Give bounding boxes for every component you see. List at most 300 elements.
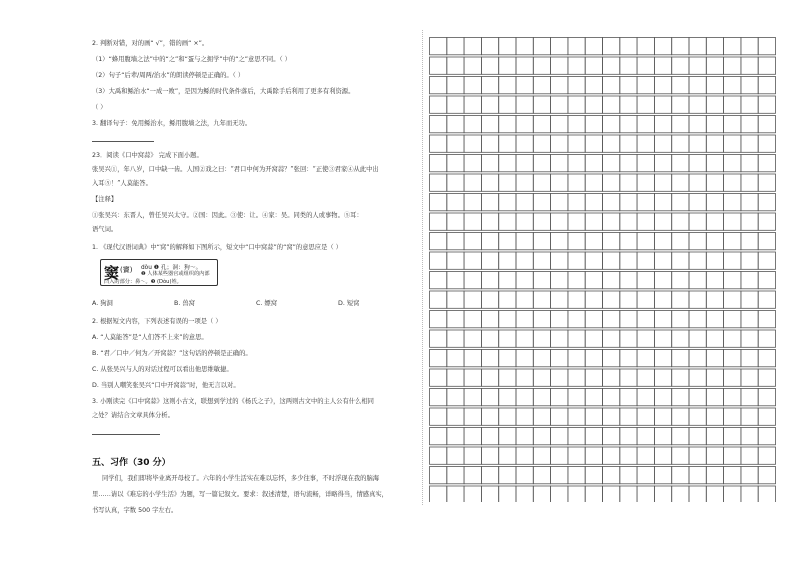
grid-cell <box>551 291 568 308</box>
grid-cell <box>620 428 637 445</box>
q2-item-3: （3）大禹和鲧治水“一成一败”，是因为鲧的时代条件落后，大禹除手后利用了更多有利资源。 <box>92 88 355 95</box>
grid-cell <box>499 389 516 406</box>
grid-cell <box>568 447 585 464</box>
grid-cell <box>464 213 481 230</box>
grid-cell <box>481 77 498 94</box>
grid-cell <box>430 311 447 328</box>
grid-cell <box>706 213 723 230</box>
grid-cell <box>481 135 498 152</box>
grid-cell <box>637 96 654 113</box>
grid-cell <box>672 213 689 230</box>
grid-cell <box>654 350 671 367</box>
grid-cell <box>741 213 758 230</box>
grid-cell <box>551 57 568 74</box>
grid-cell <box>430 57 447 74</box>
grid-cell <box>568 194 585 211</box>
grid-cell <box>516 272 533 289</box>
grid-cell <box>758 174 775 191</box>
grid-cell <box>603 96 620 113</box>
grid-cell <box>689 77 706 94</box>
grid-cell <box>620 174 637 191</box>
grid-cell <box>464 96 481 113</box>
grid-cell <box>672 194 689 211</box>
grid-cell <box>464 350 481 367</box>
grid-cell <box>603 486 620 502</box>
grid-cell <box>603 311 620 328</box>
grid-cell <box>568 369 585 386</box>
sub-q1: 1. 《现代汉语词典》中“窝”的解释如下图所示，短文中“口中窝蒜”的“窝”的意思应是（ ） <box>92 244 342 251</box>
grid-cell <box>741 447 758 464</box>
grid-cell <box>758 194 775 211</box>
grid-cell <box>551 174 568 191</box>
grid-cell <box>568 77 585 94</box>
grid-cell <box>706 96 723 113</box>
grid-cell <box>741 350 758 367</box>
grid-cell <box>654 194 671 211</box>
grid-cell <box>603 57 620 74</box>
grid-cell <box>672 233 689 250</box>
grid-cell <box>447 213 464 230</box>
option-d: D. 短窝 <box>338 300 360 307</box>
grid-cell <box>706 57 723 74</box>
passage-line-1: 张吴兴①，年八岁，口中缺一齿。人国②戏之曰：“君口中何为开窝蒜？”张回：“正使③君家④从此中出 <box>92 166 379 173</box>
option-c: C. 嫖窝 <box>256 300 277 307</box>
grid-cell <box>758 350 775 367</box>
grid-cell <box>706 330 723 347</box>
grid-cell <box>637 38 654 55</box>
dictionary-entry-image <box>100 259 218 286</box>
grid-cell <box>741 77 758 94</box>
grid-cell <box>724 447 741 464</box>
grid-cell <box>741 428 758 445</box>
grid-cell <box>568 174 585 191</box>
grid-cell <box>447 291 464 308</box>
grid-cell <box>585 135 602 152</box>
grid-cell <box>654 96 671 113</box>
grid-cell <box>464 389 481 406</box>
grid-cell <box>724 174 741 191</box>
grid-cell <box>430 447 447 464</box>
grid-cell <box>551 77 568 94</box>
grid-cell <box>758 311 775 328</box>
grid-cell <box>603 194 620 211</box>
grid-cell <box>620 311 637 328</box>
q23-title: 23．阅读《口中窝蒜》 完成下面小题。 <box>92 152 203 159</box>
grid-cell <box>568 213 585 230</box>
grid-cell <box>724 486 741 502</box>
grid-cell <box>481 96 498 113</box>
grid-cell <box>758 233 775 250</box>
grid-cell <box>672 174 689 191</box>
grid-cell <box>481 428 498 445</box>
grid-cell <box>533 233 550 250</box>
grid-cell <box>689 408 706 425</box>
grid-cell <box>533 428 550 445</box>
grid-cell <box>516 428 533 445</box>
grid-cell <box>481 116 498 133</box>
grid-cell <box>568 57 585 74</box>
grid-cell <box>637 233 654 250</box>
grid-cell <box>481 467 498 484</box>
grid-cell <box>447 155 464 172</box>
grid-cell <box>758 135 775 152</box>
grid-cell <box>551 486 568 502</box>
grid-cell <box>706 194 723 211</box>
grid-cell <box>430 77 447 94</box>
grid-cell <box>689 38 706 55</box>
grid-cell <box>568 155 585 172</box>
grid-cell <box>551 213 568 230</box>
grid-cell <box>551 428 568 445</box>
dict-headword: 窦 <box>104 264 120 282</box>
grid-cell <box>603 252 620 269</box>
grid-cell <box>724 96 741 113</box>
grid-cell <box>672 350 689 367</box>
grid-cell <box>430 330 447 347</box>
grid-cell <box>620 116 637 133</box>
grid-cell <box>516 408 533 425</box>
grid-cell <box>637 252 654 269</box>
grid-cell <box>585 194 602 211</box>
grid-cell <box>689 486 706 502</box>
grid-cell <box>585 369 602 386</box>
grid-cell <box>724 428 741 445</box>
grid-cell <box>706 389 723 406</box>
grid-cell <box>637 272 654 289</box>
essay-prompt-line-3: 书写认真，字数 500 字左右。 <box>92 507 178 514</box>
q2-item-1: （1）“蜂用腹墙之法”中的“之”和“蛋与之拥学”中的“之”意思不同。（ ） <box>92 56 291 63</box>
grid-cell <box>603 233 620 250</box>
grid-cell <box>741 369 758 386</box>
grid-cell <box>689 174 706 191</box>
grid-cell <box>447 77 464 94</box>
grid-cell <box>620 194 637 211</box>
q2-item-3-blank: （ ） <box>92 104 107 111</box>
grid-cell <box>654 252 671 269</box>
grid-cell <box>430 38 447 55</box>
grid-cell <box>430 389 447 406</box>
sub-q3-line-1: 3. 小刚读完《口中窝蒜》这则小古文，联想到学过的《杨氏之子》，这两则古文中的主人公有什么相同 <box>92 398 374 405</box>
grid-cell <box>464 57 481 74</box>
grid-cell <box>758 272 775 289</box>
grid-cell <box>706 408 723 425</box>
grid-cell <box>620 135 637 152</box>
grid-cell <box>620 350 637 367</box>
grid-cell <box>430 96 447 113</box>
grid-cell <box>585 272 602 289</box>
grid-cell <box>758 213 775 230</box>
grid-cell <box>603 38 620 55</box>
grid-cell <box>481 272 498 289</box>
grid-cell <box>499 77 516 94</box>
grid-cell <box>551 330 568 347</box>
grid-cell <box>447 389 464 406</box>
grid-cell <box>706 291 723 308</box>
grid-cell <box>533 447 550 464</box>
grid-cell <box>533 57 550 74</box>
grid-cell <box>620 330 637 347</box>
column-divider <box>422 30 423 505</box>
grid-cell <box>689 116 706 133</box>
grid-cell <box>585 116 602 133</box>
grid-cell <box>533 486 550 502</box>
grid-cell <box>499 174 516 191</box>
grid-cell <box>620 233 637 250</box>
grid-cell <box>706 272 723 289</box>
grid-cell <box>603 155 620 172</box>
grid-cell <box>481 233 498 250</box>
grid-cell <box>499 447 516 464</box>
grid-cell <box>481 252 498 269</box>
grid-cell <box>689 233 706 250</box>
grid-cell <box>516 252 533 269</box>
grid-cell <box>447 96 464 113</box>
grid-cell <box>689 272 706 289</box>
grid-cell <box>654 467 671 484</box>
grid-cell <box>533 174 550 191</box>
grid-cell <box>724 389 741 406</box>
grid-cell <box>568 389 585 406</box>
grid-cell <box>464 408 481 425</box>
grid-cell <box>724 252 741 269</box>
grid-cell <box>568 252 585 269</box>
grid-cell <box>499 428 516 445</box>
grid-cell <box>551 96 568 113</box>
grid-cell <box>499 408 516 425</box>
grid-cell <box>464 233 481 250</box>
grid-cell <box>533 77 550 94</box>
grid-cell <box>689 213 706 230</box>
grid-cell <box>533 369 550 386</box>
grid-cell <box>447 369 464 386</box>
grid-cell <box>724 272 741 289</box>
grid-cell <box>637 467 654 484</box>
grid-cell <box>499 486 516 502</box>
grid-cell <box>430 350 447 367</box>
grid-cell <box>603 213 620 230</box>
grid-cell <box>620 369 637 386</box>
grid-cell <box>551 408 568 425</box>
grid-cell <box>585 311 602 328</box>
grid-cell <box>706 116 723 133</box>
grid-cell <box>741 174 758 191</box>
dict-line-1: dòu ❶ 孔；洞：狗～。 <box>141 265 202 271</box>
grid-cell <box>499 330 516 347</box>
grid-cell <box>654 408 671 425</box>
grid-cell <box>620 77 637 94</box>
grid-cell <box>741 330 758 347</box>
grid-cell <box>464 330 481 347</box>
grid-cell <box>758 447 775 464</box>
grid-cell <box>447 38 464 55</box>
grid-cell <box>637 194 654 211</box>
grid-cell <box>430 408 447 425</box>
grid-cell <box>741 408 758 425</box>
grid-cell <box>568 38 585 55</box>
grid-cell <box>516 291 533 308</box>
grid-cell <box>758 428 775 445</box>
grid-cell <box>637 77 654 94</box>
grid-cell <box>637 311 654 328</box>
grid-cell <box>568 233 585 250</box>
grid-cell <box>464 174 481 191</box>
grid-cell <box>706 77 723 94</box>
grid-cell <box>447 135 464 152</box>
grid-cell <box>654 38 671 55</box>
grid-cell <box>481 194 498 211</box>
q2-instruction: 2. 判断对错，对的画“ √”，错的画“ ×”。 <box>92 40 209 47</box>
grid-cell <box>447 252 464 269</box>
grid-cell <box>481 447 498 464</box>
grid-cell <box>637 213 654 230</box>
grid-cell <box>637 57 654 74</box>
grid-cell <box>533 272 550 289</box>
grid-cell <box>551 38 568 55</box>
grid-cell <box>654 135 671 152</box>
grid-cell <box>672 428 689 445</box>
grid-cell <box>499 291 516 308</box>
grid-cell <box>464 155 481 172</box>
grid-cell <box>430 369 447 386</box>
grid-cell <box>603 369 620 386</box>
grid-cell <box>706 467 723 484</box>
grid-cell <box>585 213 602 230</box>
grid-cell <box>481 330 498 347</box>
grid-cell <box>724 135 741 152</box>
grid-cell <box>585 330 602 347</box>
grid-cell <box>585 291 602 308</box>
grid-cell <box>672 272 689 289</box>
grid-cell <box>672 77 689 94</box>
grid-cell <box>620 38 637 55</box>
grid-cell <box>758 155 775 172</box>
grid-cell <box>430 428 447 445</box>
grid-cell <box>447 233 464 250</box>
grid-cell <box>724 116 741 133</box>
grid-cell <box>741 467 758 484</box>
grid-cell <box>603 428 620 445</box>
grid-cell <box>585 252 602 269</box>
grid-cell <box>637 389 654 406</box>
grid-cell <box>499 38 516 55</box>
grid-cell <box>741 116 758 133</box>
grid-cell <box>464 369 481 386</box>
grid-cell <box>758 369 775 386</box>
grid-cell <box>533 135 550 152</box>
grid-cell <box>499 311 516 328</box>
grid-cell <box>706 135 723 152</box>
grid-cell <box>724 57 741 74</box>
grid-cell <box>568 291 585 308</box>
grid-cell <box>585 447 602 464</box>
essay-prompt-line-2: 里……请以《难忘的小学生活》为题，写一篇记叙文。要求：叙述清楚，语句流畅，详略得当，情感真实， <box>92 491 388 498</box>
grid-cell <box>430 272 447 289</box>
dict-line-3: 凹入的部分：鼻～。❸ (Dòu)姓。 <box>104 279 182 285</box>
grid-cell <box>516 194 533 211</box>
grid-cell <box>603 389 620 406</box>
grid-cell <box>533 155 550 172</box>
grid-cell <box>568 116 585 133</box>
grid-cell <box>516 389 533 406</box>
grid-cell <box>620 291 637 308</box>
grid-cell <box>533 467 550 484</box>
grid-cell <box>689 330 706 347</box>
grid-cell <box>447 428 464 445</box>
sub-q3-line-2: 之处？请结合文章具体分析。 <box>92 412 174 419</box>
grid-cell <box>430 252 447 269</box>
grid-cell <box>481 408 498 425</box>
grid-cell <box>481 174 498 191</box>
grid-cell <box>585 38 602 55</box>
grid-cell <box>430 155 447 172</box>
grid-cell <box>689 467 706 484</box>
grid-cell <box>447 447 464 464</box>
grid-cell <box>464 194 481 211</box>
grid-cell <box>533 389 550 406</box>
grid-cell <box>620 155 637 172</box>
dict-traditional: (竇) <box>120 266 133 274</box>
grid-cell <box>672 155 689 172</box>
grid-cell <box>585 467 602 484</box>
grid-cell <box>551 311 568 328</box>
grid-cell <box>499 369 516 386</box>
grid-cell <box>430 467 447 484</box>
grid-cell <box>516 447 533 464</box>
grid-cell <box>654 57 671 74</box>
grid-cell <box>689 428 706 445</box>
grid-cell <box>585 233 602 250</box>
option-b: B. 兽窝 <box>174 300 195 307</box>
grid-cell <box>654 311 671 328</box>
grid-cell <box>637 116 654 133</box>
grid-cell <box>551 135 568 152</box>
grid-cell <box>430 233 447 250</box>
grid-cell <box>603 467 620 484</box>
grid-cell <box>672 389 689 406</box>
grid-cell <box>533 116 550 133</box>
grid-cell <box>551 233 568 250</box>
grid-cell <box>447 311 464 328</box>
grid-cell <box>689 350 706 367</box>
grid-cell <box>741 155 758 172</box>
grid-cell <box>620 389 637 406</box>
grid-cell <box>620 486 637 502</box>
grid-cell <box>637 350 654 367</box>
grid-cell <box>499 155 516 172</box>
grid-cell <box>533 96 550 113</box>
grid-cell <box>603 116 620 133</box>
grid-cell <box>689 369 706 386</box>
grid-cell <box>516 135 533 152</box>
grid-cell <box>481 155 498 172</box>
grid-cell <box>533 252 550 269</box>
grid-cell <box>464 135 481 152</box>
grid-cell <box>447 408 464 425</box>
grid-cell <box>499 213 516 230</box>
grid-cell <box>689 252 706 269</box>
grid-cell <box>758 116 775 133</box>
grid-cell <box>585 350 602 367</box>
grid-cell <box>516 174 533 191</box>
grid-cell <box>706 174 723 191</box>
grid-cell <box>551 467 568 484</box>
option-a: A. 狗洞 <box>92 300 113 307</box>
grid-cell <box>758 38 775 55</box>
grid-cell <box>603 272 620 289</box>
grid-cell <box>654 174 671 191</box>
grid-cell <box>672 330 689 347</box>
grid-cell <box>464 311 481 328</box>
